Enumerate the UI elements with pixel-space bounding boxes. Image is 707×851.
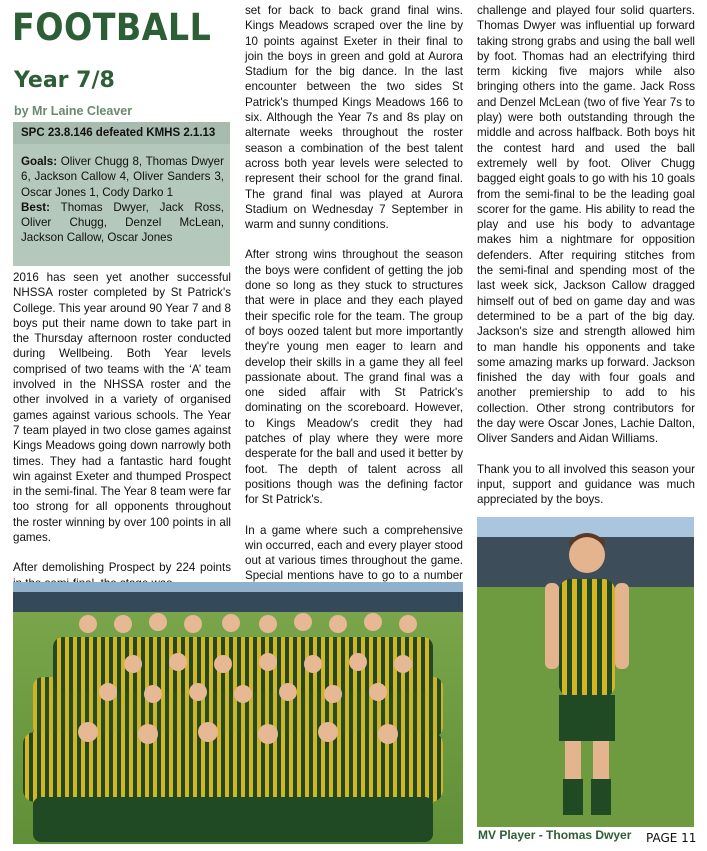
paragraph: 2016 has seen yet another successful NHSSA roster completed by St Patrick's College. This year around 90 Year 7 and 8 boys put their name down to take part in the Thursday afternoon roster conducted during Wellbeing. Both Year levels comprised of two teams with the ‘A’ team involved in the NHSSA roster and the other involved in a variety of organised games against various schools. The Year 7 team played in two close games against Kings Meadows going down narrowly both times. They had a fantastic hard fought win against Exeter and thumped Prospect in the semi-final. The Year 8 team were far too strong for all opponents throughout the roster winning by over 100 points in all games. <box>13 271 231 545</box>
paragraph: In a game where such a comprehensive win occurred, each and every player stood out at various times throughout the game. Special mentions have to go to a number <box>245 523 463 583</box>
section-subtitle: Year 7/8 <box>14 68 115 93</box>
result-heading: SPC 23.8.146 defeated KMHS 2.1.13 <box>13 122 230 144</box>
goals-line <box>21 154 224 200</box>
page-title: FOOTBALL <box>12 6 212 49</box>
mv-player-photo <box>477 517 694 827</box>
photo-caption: MV Player - Thomas Dwyer <box>478 828 632 842</box>
result-box <box>13 122 230 266</box>
best-text: Thomas Dwyer, Jack Ross, Oliver Chugg, Denzel McLean, Jackson Callow, Oscar Jones <box>21 200 224 245</box>
goals-label: Goals: <box>21 155 58 168</box>
article-column-2 <box>245 3 463 614</box>
goals-text: Oliver Chugg 8, Thomas Dwyer 6, Jackson Callow 4, Oliver Sanders 3, Oscar Jones 1, Cody Darko 1 <box>21 155 224 199</box>
page-number: PAGE 11 <box>646 831 697 845</box>
paragraph: challenge and played four solid quarters. Thomas Dwyer was influential up forward taking strong grabs and using the ball well by foot. Thomas had an electrifying third term kicking five majors while also bringing others into the game. Jack Ross and Denzel McLean (two of five Year 7s to play) were both outstanding through the middle and across halfback. Both boys hit the contest hard and used the ball extremely well by foot. Oliver Chugg bagged eight goals to go with his 10 goals from the semi-final to be the leading goal scorer for the game. His ability to read the play and use his body to advantage makes him a nightmare for opposition defenders. After requiring stitches from the semi-final and spending most of the last week sick, Jackson Callow dragged himself out of bed on game day and was determined to be a part of the big day. Jackson's size and strength allowed him to man handle his opponents and take some amazing marks up forward. Jackson finished the day with four goals and another premiership to add to his collection. Other strong contributors for the day were Oscar Jones, Lachie Dalton, Oliver Sanders and Aidan Williams. <box>477 4 695 446</box>
article-column-1 <box>13 270 231 606</box>
paragraph: Thank you to all involved this season your input, support and guidance was much appreciated by the boys. <box>477 462 695 507</box>
author-byline: by Mr Laine Cleaver <box>14 104 133 118</box>
best-line <box>21 200 224 246</box>
team-photo <box>13 582 463 844</box>
result-details <box>21 154 224 246</box>
paragraph: After demolishing Prospect by 224 points <box>13 561 231 575</box>
paragraph: After strong wins throughout the season the boys were confident of getting the job done so long as they stuck to structures that were in place and they each played their specific role for the team. The group of boys oozed talent but more importantly they're young men eager to learn and develop their skills in a game they all feel passionate about. The grand final was a one sided affair with St Patrick's dominating on the scoreboard. However, to Kings Meadow's credit they had patches of play where they were more desperate for the ball and used it better by foot. The depth of talent across all positions though was the defining factor for St Patrick's. <box>245 248 463 507</box>
best-label: Best: <box>21 200 50 214</box>
paragraph: set for back to back grand final wins. Kings Meadows scraped over the line by 10 points against Exeter in their final to join the boys in green and gold at Aurora Stadium for the big dance. In the last encounter between the two sides St Patrick's thumped Kings Meadows 166 to six. Although the Year 7s and 8s play on alternate weeks throughout the roster season a combination of the best talent across both year levels were selected to represent their school for the grand final. The grand final was played at Aurora Stadium on Wednesday 7 September in warm and sunny conditions. <box>245 4 463 232</box>
article-column-3 <box>477 3 695 523</box>
